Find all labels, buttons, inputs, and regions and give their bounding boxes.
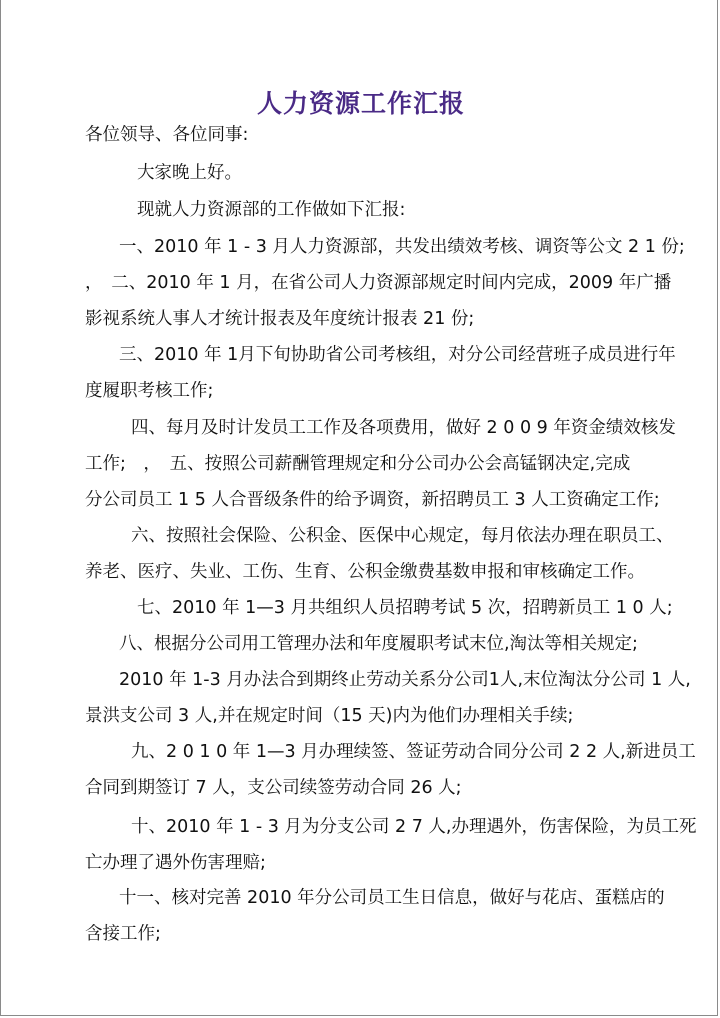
item-8-line-1: 八、根据分公司用工管理办法和年度履职考试末位,淘汰等相关规定; [119, 634, 638, 654]
greeting: 大家晚上好。 [137, 163, 242, 183]
item-11-line-1: 十一、核对完善 2010 年分公司员工生日信息，做好与花店、蛋糕店的 [119, 888, 665, 908]
item-3-line-2: 度履职考核工作; [85, 381, 214, 401]
item-2-line-2: 影视系统人事人才统计报表及年度统计报表 21 份; [85, 309, 475, 329]
item-9-line-2: 合同到期签订 7 人，支公司续签劳动合同 26 人; [85, 778, 462, 798]
item-6-line-2: 养老、医疗、失业、工伤、生育、公积金缴费基数申报和审核确定工作。 [85, 562, 645, 582]
item-8-line-3: 景洪支公司 3 人,并在规定时间（15 天)内为他们办理相关手续; [85, 706, 574, 726]
item-2-line-1: ， 二、2010 年 1 月，在省公司人力资源部规定时间内完成，2009 年广播 [85, 273, 672, 293]
item-6-line-1: 六、按照社会保险、公积金、医保中心规定，每月依法办理在职员工、 [131, 526, 674, 546]
salutation: 各位领导、各位同事: [85, 125, 249, 145]
item-10-line-2: 亡办理了遇外伤害理赔; [85, 853, 266, 873]
item-8-line-2: 2010 年 1-3 月办法合到期终止劳动关系分公司1人,末位淘汰分公司 1 人, [119, 670, 691, 690]
item-11-line-2: 含接工作; [85, 924, 161, 944]
item-5-line-2: 分公司员工 1 5 人合晋级条件的给予调资，新招聘员工 3 人工资确定工作; [85, 490, 660, 510]
item-1-line-1: 一、2010 年 1 - 3 月人力资源部，共发出绩效考核、调资等公文 2 1 份; [119, 237, 685, 257]
document-title: 人力资源工作汇报 [256, 89, 465, 118]
item-3-line-1: 三、2010 年 1月下旬协助省公司考核组，对分公司经营班子成员进行年 [119, 345, 676, 365]
item-9-line-1: 九、2 0 1 0 年 1—3 月办理续签、签证劳动合同分公司 2 2 人,新进员工 [131, 742, 696, 762]
item-4-line-1: 四、每月及时计发员工工作及各项费用，做好 2 0 0 9 年资金绩效核发 [131, 418, 676, 438]
item-7-line-1: 七、2010 年 1—3 月共组织人员招聘考试 5 次，招聘新员工 1 0 人; [137, 598, 673, 618]
intro-line: 现就人力资源部的工作做如下汇报: [137, 200, 406, 220]
item-10-line-1: 十、2010 年 1 - 3 月为分支公司 2 7 人,办理遇外，伤害保险，为员工死 [131, 817, 697, 837]
item-4-5-line: 工作; ， 五、按照公司薪酬管理规定和分公司办公会高锰钢决定,完成 [85, 454, 631, 474]
